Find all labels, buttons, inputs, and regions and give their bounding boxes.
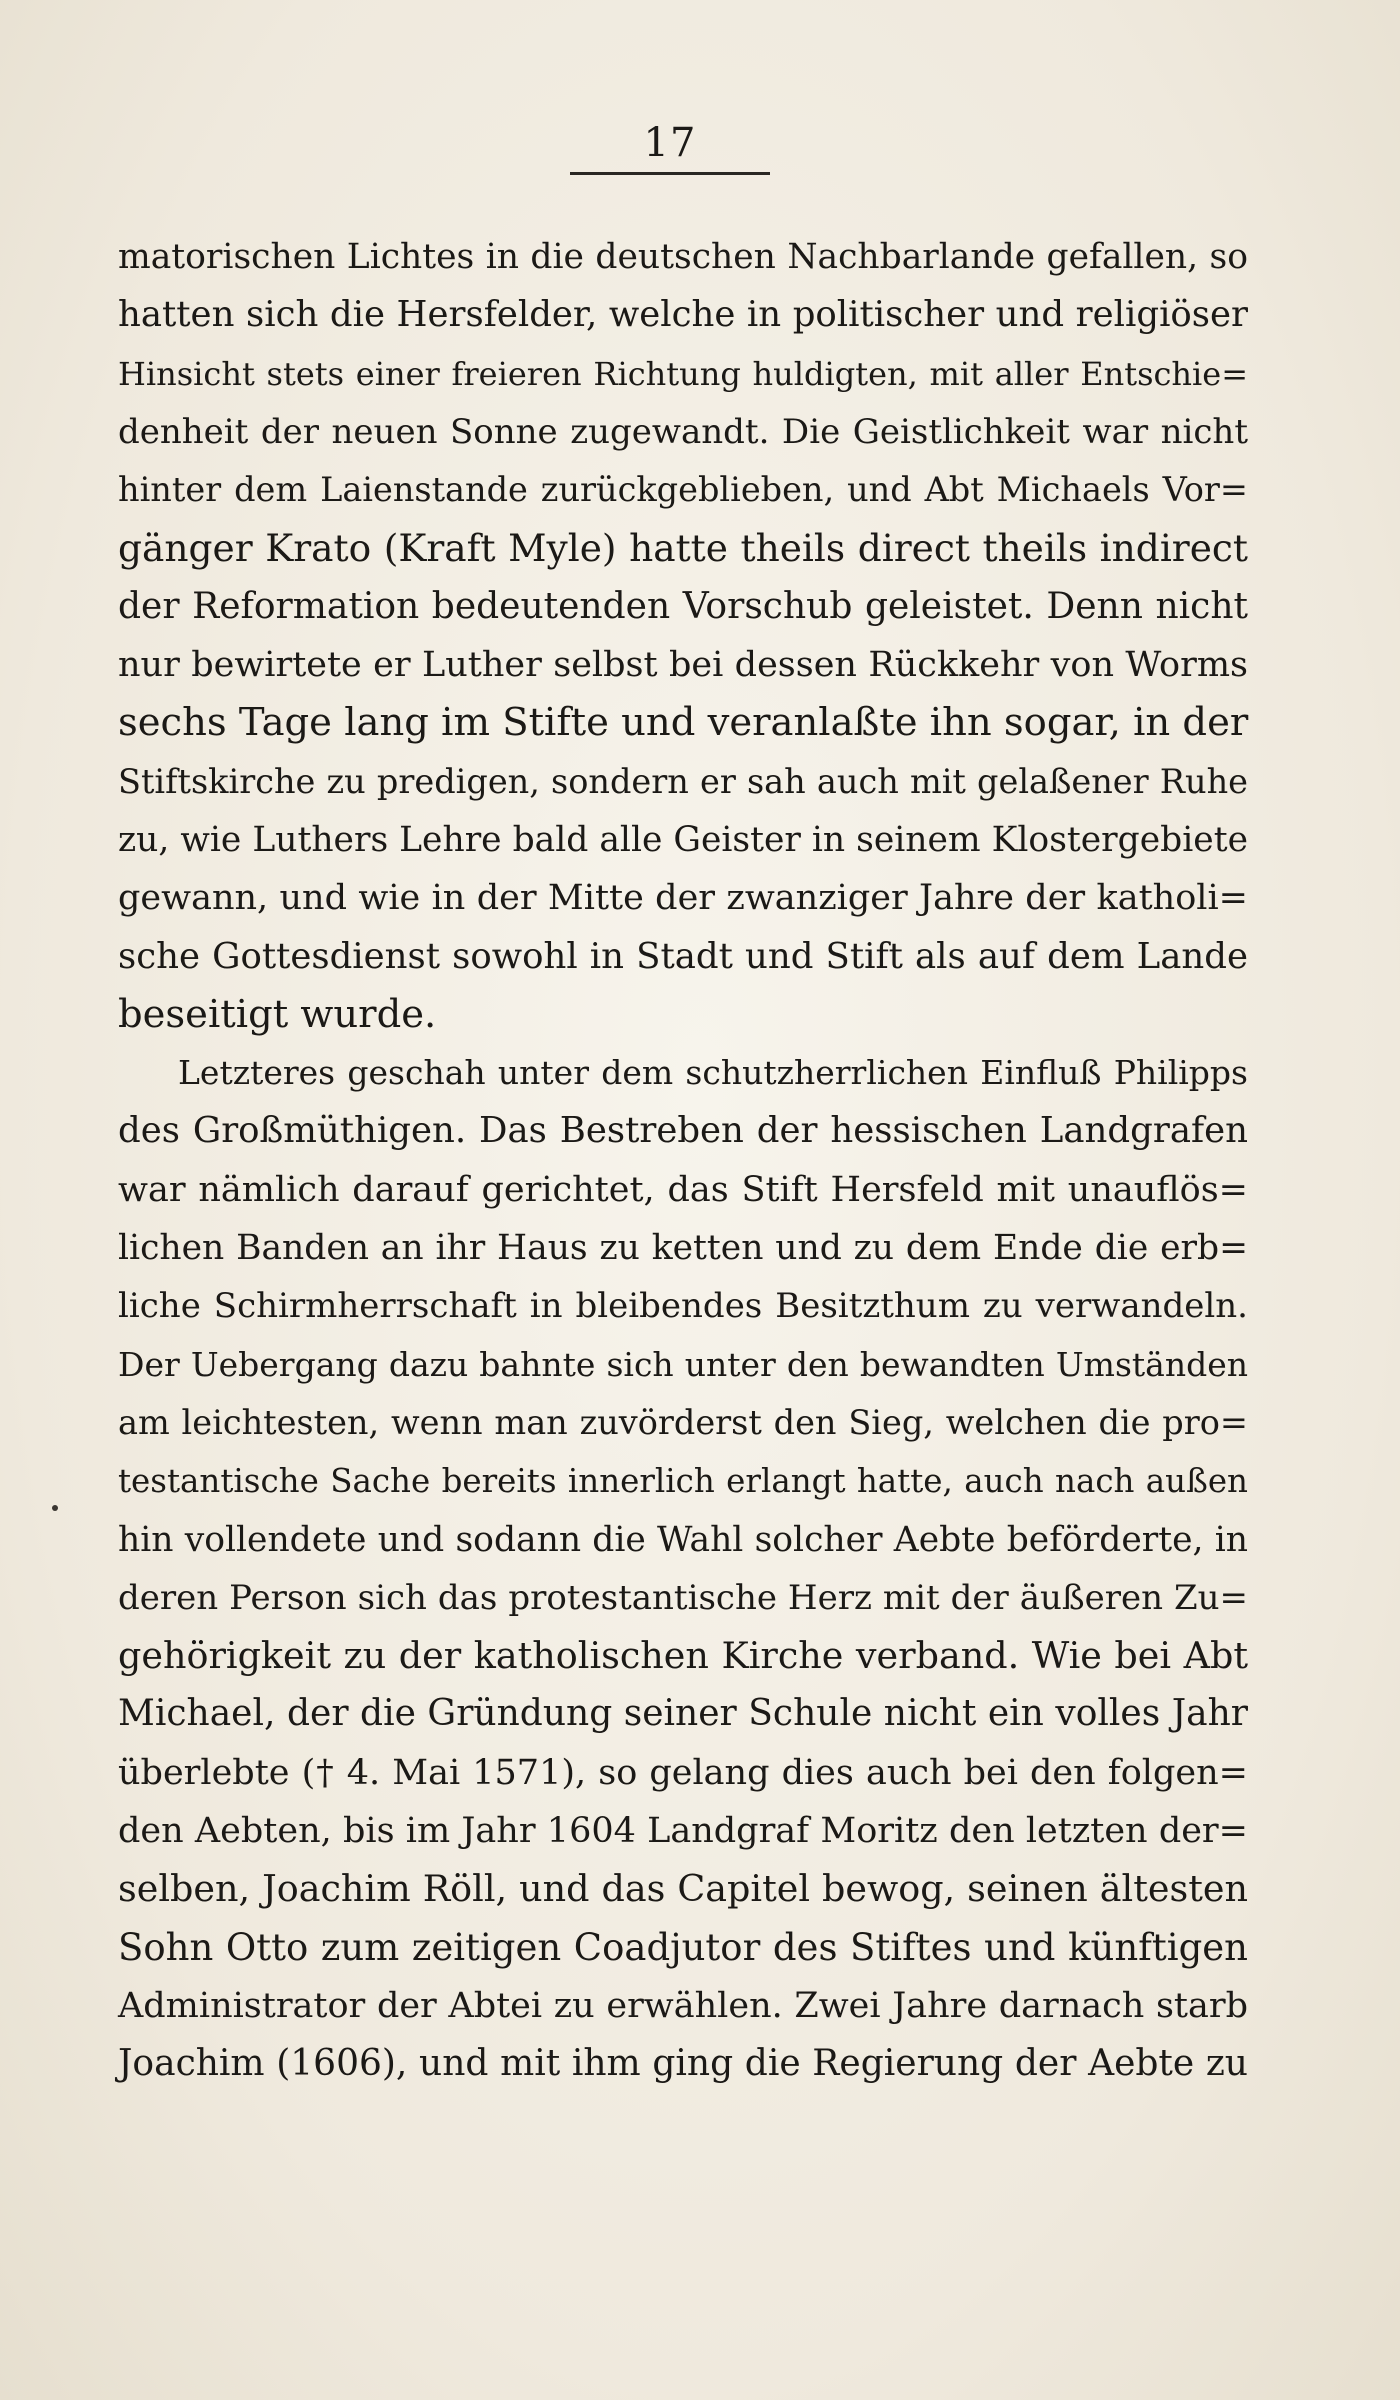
header-rule [570, 172, 770, 175]
text-line: der Reformation bedeutenden Vorschub geleistet. Denn nicht [118, 585, 1248, 627]
text-line: hin vollendete und sodann die Wahl solcher Aebte beförderte, in [118, 1519, 1248, 1560]
page-number: 17 [643, 120, 697, 166]
text-line: Hinsicht stets einer freieren Richtung huldigten, mit aller Entschie= [118, 354, 1248, 393]
text-line: matorischen Lichtes in die deutschen Nachbarlande gefallen, so [118, 237, 1248, 277]
text-line: liche Schirmherrschaft in bleibendes Besitzthum zu verwandeln. [118, 1286, 1248, 1327]
text-line: lichen Banden an ihr Haus zu ketten und zu dem Ende die erb= [118, 1228, 1248, 1269]
text-line: Letzteres geschah unter dem schutzherrlichen Einfluß Philipps [178, 1053, 1248, 1093]
ink-speck [52, 1505, 58, 1511]
text-line: Sohn Otto zum zeitigen Coadjutor des Stiftes und künftigen [118, 1925, 1248, 1969]
text-line: Joachim (1606), und mit ihm ging die Regierung der Aebte zu [118, 2043, 1248, 2085]
text-line: am leichtesten, wenn man zuvörderst den Sieg, welchen die pro= [118, 1402, 1248, 1442]
text-line: Michael, der die Gründung seiner Schule nicht ein volles Jahr [118, 1693, 1248, 1735]
text-line: Der Uebergang dazu bahnte sich unter den bewandten Umständen [118, 1344, 1248, 1384]
text-line: denheit der neuen Sonne zugewandt. Die Geistlichkeit war nicht [118, 411, 1248, 452]
text-line: gehörigkeit zu der katholischen Kirche verband. Wie bei Abt [118, 1634, 1248, 1678]
text-line: gewann, und wie in der Mitte der zwanziger Jahre der katholi= [118, 878, 1248, 919]
paragraph-2 [118, 1044, 1248, 2093]
text-line: überlebte († 4. Mai 1571), so gelang dies auch bei den folgen= [118, 1752, 1248, 1793]
page-header [560, 120, 780, 175]
text-line: des Großmüthigen. Das Bestreben der hessischen Landgrafen [118, 1110, 1248, 1152]
text-line: sechs Tage lang im Stifte und veranlaßte ihn sogar, in der [118, 700, 1249, 746]
text-line: den Aebten, bis im Jahr 1604 Landgraf Moritz den letzten der= [118, 1811, 1248, 1852]
text-line: sche Gottesdienst sowohl in Stadt und Stift als auf dem Lande [118, 935, 1248, 977]
text-line: deren Person sich das protestantische Herz mit der äußeren Zu= [118, 1577, 1248, 1618]
text-line: zu, wie Luthers Lehre bald alle Geister in seinem Klostergebiete [118, 819, 1248, 860]
text-line: selben, Joachim Röll, und das Capitel bewog, seinen ältesten [118, 1867, 1248, 1911]
text-line: hatten sich die Hersfelder, welche in politischer und religiöser [118, 294, 1248, 336]
text-line: hinter dem Laienstande zurückgeblieben, und Abt Michaels Vor= [118, 470, 1248, 510]
body-text [118, 228, 1248, 2094]
text-line: gänger Krato (Kraft Myle) hatte theils direct theils indirect [118, 526, 1248, 571]
text-line: nur bewirtete er Luther selbst bei dessen Rückkehr von Worms [118, 645, 1248, 686]
text-line: testantische Sache bereits innerlich erlangt hatte, auch nach außen [118, 1462, 1248, 1501]
text-line: war nämlich darauf gerichtet, das Stift Hersfeld mit unauflös= [118, 1169, 1248, 1210]
text-line: Stiftskirche zu predigen, sondern er sah auch mit gelaßener Ruhe [118, 761, 1248, 801]
text-line: beseitigt wurde. [118, 991, 437, 1037]
paragraph-1 [118, 228, 1248, 1044]
text-line: Administrator der Abtei zu erwählen. Zwei Jahre darnach starb [118, 1985, 1248, 2026]
